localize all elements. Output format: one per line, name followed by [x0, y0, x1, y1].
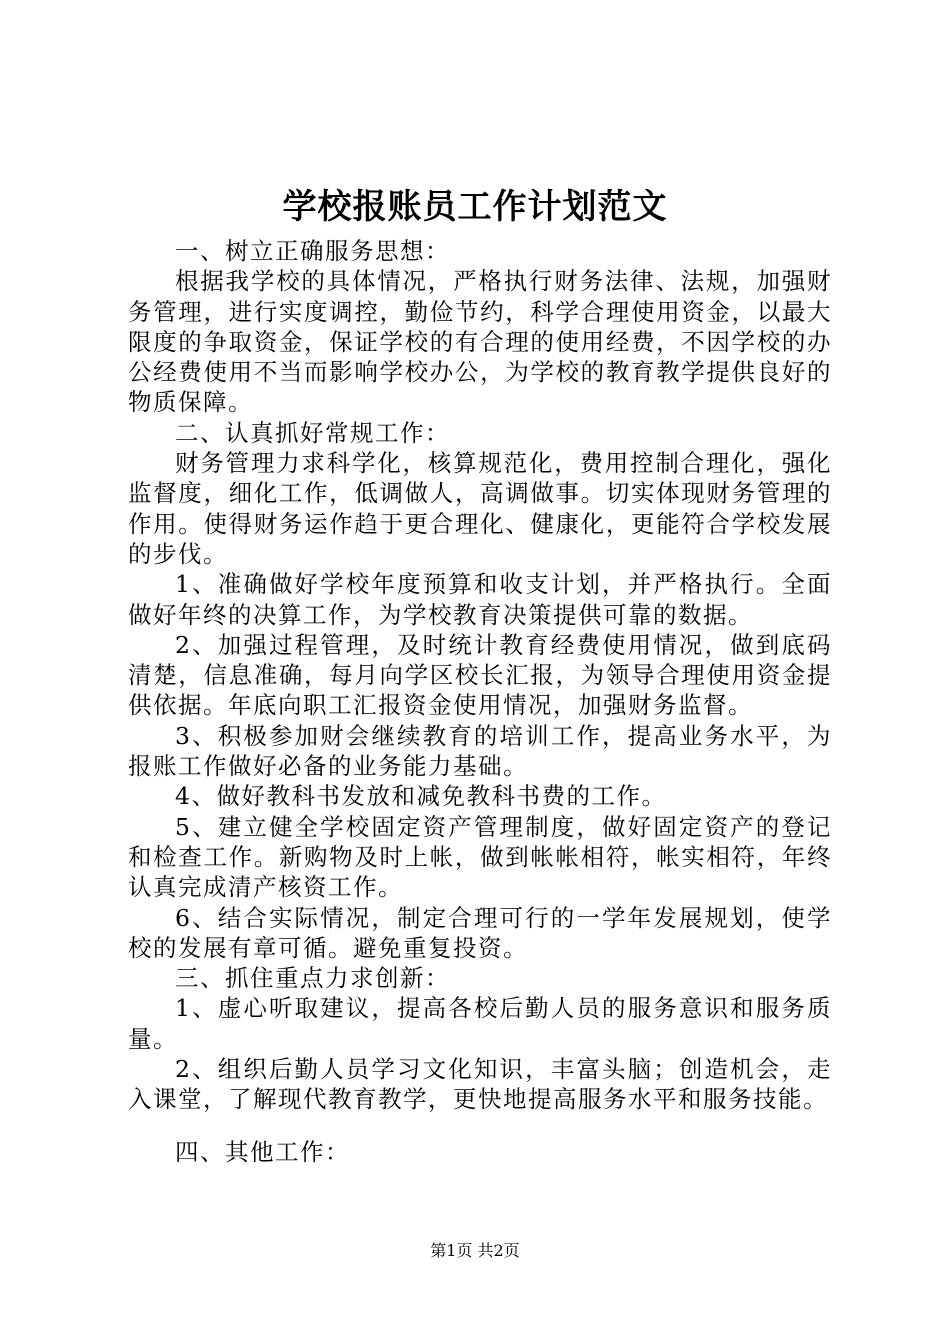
section-heading-3: 三、抓住重点力求创新： [175, 964, 450, 993]
section-heading-2: 二、认真抓好常规工作： [175, 418, 450, 447]
page-footer: 第1页 共2页 [430, 1241, 520, 1260]
paragraph: 财务管理力求科学化，核算规范化，费用控制合理化，强化监督度，细化工作，低调做人，高调做事。切实体现财务管理的作用。使得财务运作趋于更合理化、健康化，更能符合学校发展的步伐。 [128, 449, 832, 568]
list-item: 5、建立健全学校固定资产管理制度，做好固定资产的登记和检查工作。新购物及时上帐，做到帐帐相符，帐实相符，年终认真完成清产核资工作。 [128, 812, 832, 902]
paragraph: 根据我学校的具体情况，严格执行财务法律、法规，加强财务管理，进行实度调控，勤俭节约，科学合理使用资金，以最大限度的争取资金，保证学校的有合理的使用经费，不因学校的办公经费使用不当而影响学校办公，为学校的教育教学提供良好的物质保障。 [128, 267, 832, 417]
list-item: 6、结合实际情况，制定合理可行的一学年发展规划，使学校的发展有章可循。避免重复投资。 [128, 903, 832, 962]
document-body [128, 236, 832, 1167]
list-item: 2、组织后勤人员学习文化知识，丰富头脑；创造机会，走入课堂，了解现代教育教学，更快地提高服务水平和服务技能。 [128, 1055, 832, 1114]
document-title: 学校报账员工作计划范文 [282, 187, 668, 227]
list-item: 1、虚心听取建议，提高各校后勤人员的服务意识和服务质量。 [128, 994, 832, 1053]
section-heading-4: 四、其他工作： [175, 1137, 350, 1166]
list-item: 1、准确做好学校年度预算和收支计划，并严格执行。全面做好年终的决算工作，为学校教育决策提供可靠的数据。 [128, 570, 832, 629]
list-item: 2、加强过程管理，及时统计教育经费使用情况，做到底码清楚，信息准确，每月向学区校长汇报，为领导合理使用资金提供依据。年底向职工汇报资金使用情况，加强财务监督。 [128, 630, 832, 720]
list-item: 3、积极参加财会继续教育的培训工作，提高业务水平，为报账工作做好必备的业务能力基础。 [128, 721, 832, 781]
section-heading-1: 一、树立正确服务思想： [175, 237, 450, 265]
list-item: 4、做好教科书发放和减免教科书费的工作。 [175, 782, 667, 811]
